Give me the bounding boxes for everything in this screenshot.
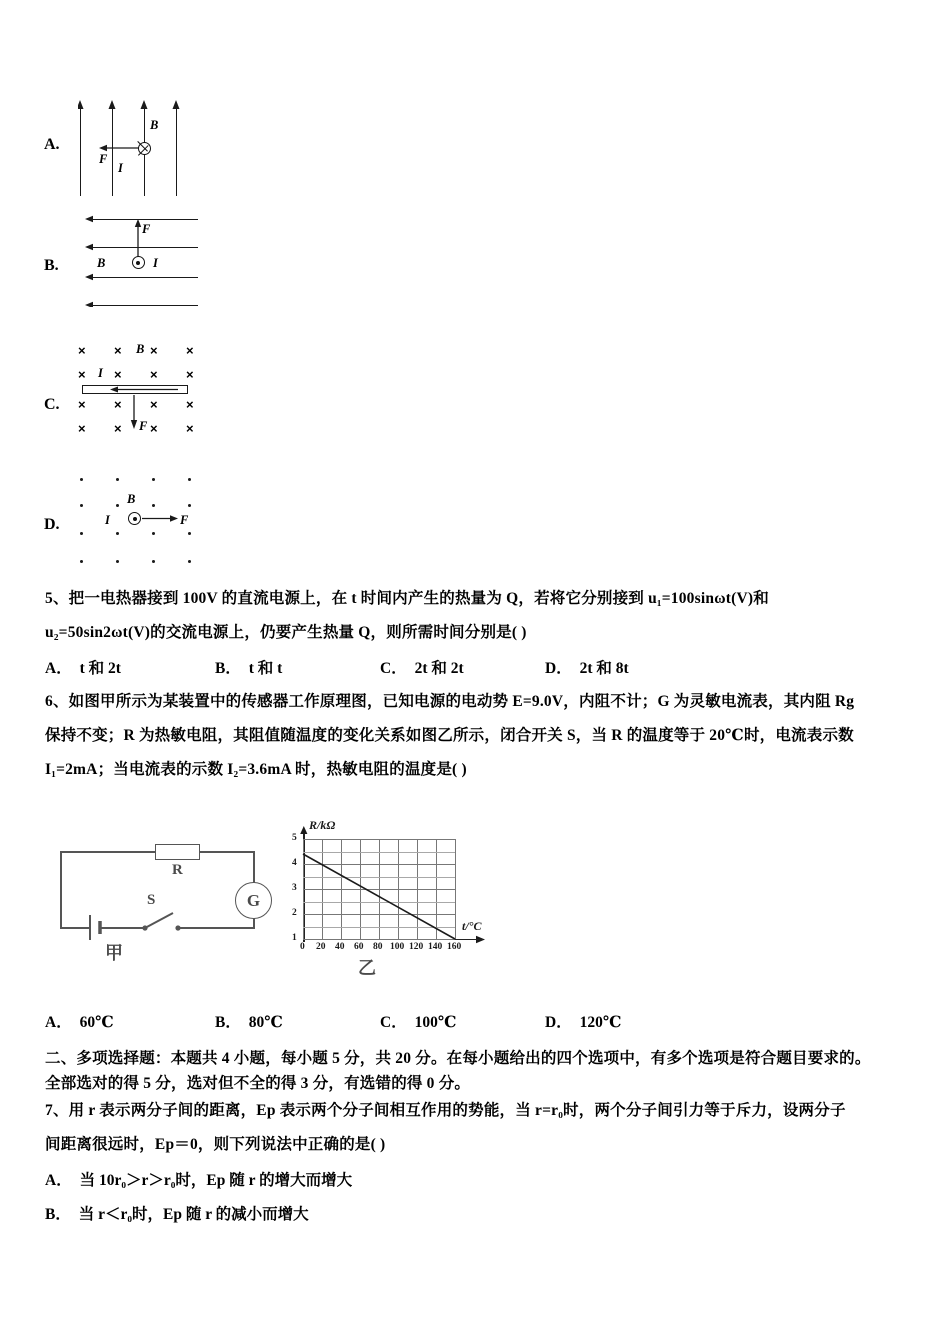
chart-yi	[285, 820, 535, 980]
q5-line2: u₂=50sin2ωt(V)的交流电源上，仍要产生热量 Q，则所需时间分别是( )	[45, 624, 527, 641]
q7-option-b-text: 当 r＜r₀时，Ep 随 r 的减小而增大	[78, 1206, 309, 1223]
field-cross: ×	[114, 343, 122, 358]
q6-option-d-key: D．	[545, 1014, 572, 1031]
q7-option-a-text: 当 10r₀＞r＞r₀时，Ep 随 r 的增大而增大	[79, 1172, 353, 1189]
field-cross: ×	[186, 367, 194, 382]
q6-option-c[interactable]	[380, 1010, 456, 1032]
q5-option-d[interactable]	[545, 656, 629, 678]
galvanometer-label: G	[246, 890, 261, 910]
field-cross: ×	[186, 343, 194, 358]
y-tick-1: 1	[292, 933, 297, 943]
label-I: I	[98, 366, 103, 380]
q6-option-a[interactable]	[45, 1010, 114, 1032]
q6-line3: I₁=2mA；当电流表的示数 I₂=3.6mA 时，热敏电阻的温度是( )	[45, 761, 467, 778]
q5-option-a-text: t 和 2t	[79, 660, 121, 677]
q6-option-b-text: 80℃	[248, 1014, 283, 1031]
field-cross: ×	[150, 367, 158, 382]
label-B: B	[97, 256, 106, 270]
label-F: F	[139, 419, 148, 433]
field-cross: ×	[150, 421, 158, 436]
choice-letter-d: D.	[44, 516, 60, 533]
q6-option-c-key: C．	[380, 1014, 407, 1031]
q5-option-d-key: D．	[545, 660, 572, 677]
q6-option-b[interactable]	[215, 1010, 283, 1032]
current-into-page-icon	[138, 142, 151, 155]
q6-line1: 6、如图甲所示为某装置中的传感器工作原理图，已知电源的电动势 E=9.0V，内阻不计；G 为灵敏电流表，其内阻 Rg	[45, 693, 855, 710]
q5-option-a[interactable]	[45, 656, 121, 678]
q7-option-b-key: B．	[45, 1206, 71, 1223]
q6-option-d[interactable]	[545, 1010, 621, 1032]
resistor-label: R	[172, 862, 183, 878]
q7-option-a[interactable]	[45, 1168, 352, 1190]
q5-option-b-key: B．	[215, 660, 241, 677]
x-tick-120: 120	[409, 942, 424, 952]
choice-letter-a: A.	[44, 136, 60, 153]
q5-option-c[interactable]	[380, 656, 464, 678]
label-B: B	[127, 492, 136, 506]
circuit-diagram-jia	[60, 835, 275, 970]
figure-option-a	[78, 98, 188, 198]
q6-option-a-key: A．	[45, 1014, 72, 1031]
label-I: I	[153, 256, 158, 270]
circuit-caption-jia: 甲	[105, 943, 123, 963]
chart-caption-yi: 乙	[358, 958, 376, 978]
field-cross: ×	[150, 343, 158, 358]
label-I: I	[118, 161, 123, 175]
y-tick-3: 3	[292, 883, 297, 893]
field-cross: ×	[78, 397, 86, 412]
q5-option-b[interactable]	[215, 656, 282, 678]
x-tick-100: 100	[390, 942, 405, 952]
figure-option-d	[78, 472, 198, 572]
label-F: F	[99, 152, 108, 166]
field-cross: ×	[78, 343, 86, 358]
figure-option-c	[78, 340, 198, 440]
q5-option-a-key: A．	[45, 660, 72, 677]
q5-line1: 5、把一电热器接到 100V 的直流电源上，在 t 时间内产生的热量为 Q，若将它分别接到 u₁=100sinωt(V)和	[45, 590, 769, 607]
q7-line2: 间距离很远时，Ep＝0，则下列说法中正确的是( )	[45, 1136, 386, 1153]
field-cross: ×	[78, 367, 86, 382]
label-B: B	[136, 342, 145, 356]
choice-letter-b: B.	[44, 257, 59, 274]
field-cross: ×	[78, 421, 86, 436]
label-F: F	[180, 513, 189, 527]
x-tick-60: 60	[354, 942, 364, 952]
field-cross: ×	[114, 397, 122, 412]
x-axis-label: t/°C	[462, 919, 482, 933]
q5-option-b-text: t 和 t	[248, 660, 283, 677]
label-B: B	[150, 118, 159, 132]
y-tick-2: 2	[292, 908, 297, 918]
x-tick-40: 40	[335, 942, 345, 952]
q6-option-a-text: 60℃	[79, 1014, 114, 1031]
switch-S[interactable]	[60, 835, 275, 970]
field-cross: ×	[114, 367, 122, 382]
y-tick-4: 4	[292, 858, 297, 868]
field-cross: ×	[114, 421, 122, 436]
q5-option-c-key: C．	[380, 660, 407, 677]
q6-option-d-text: 120℃	[579, 1014, 622, 1031]
q7-option-b[interactable]	[45, 1202, 309, 1224]
y-axis-label: R/kΩ	[309, 818, 336, 832]
q7-line1: 7、用 r 表示两分子间的距离，Ep 表示两个分子间相互作用的势能，当 r=r₀时，两个分子间引力等于斥力，设两分子	[45, 1102, 846, 1119]
current-out-of-page-icon	[132, 256, 145, 269]
q5-option-c-text: 2t 和 2t	[414, 660, 464, 677]
section2-line1: 二、多项选择题：本题共 4 小题，每小题 5 分，共 20 分。在每小题给出的四个选项中，有多个选项是符合题目要求的。	[45, 1050, 871, 1067]
y-tick-5: 5	[292, 833, 297, 843]
force-arrow-left	[78, 98, 188, 198]
x-tick-140: 140	[428, 942, 443, 952]
x-tick-80: 80	[373, 942, 383, 952]
field-cross: ×	[186, 397, 194, 412]
data-series-line	[285, 820, 535, 980]
x-tick-160: 160	[447, 942, 462, 952]
q6-option-b-key: B．	[215, 1014, 241, 1031]
x-tick-0: 0	[300, 942, 305, 952]
field-cross: ×	[150, 397, 158, 412]
q6-line2: 保持不变；R 为热敏电阻，其阻值随温度的变化关系如图乙所示，闭合开关 S，当 R 的温度等于 20℃时，电流表示数	[45, 727, 854, 744]
figure-option-b	[78, 215, 198, 307]
q6-option-c-text: 100℃	[414, 1014, 457, 1031]
section2-line2: 全部选对的得 5 分，选对但不全的得 3 分，有选错的得 0 分。	[45, 1075, 471, 1092]
switch-label: S	[147, 892, 156, 908]
label-I: I	[105, 513, 110, 527]
label-F: F	[142, 222, 151, 236]
q5-option-d-text: 2t 和 8t	[579, 660, 629, 677]
q7-option-a-key: A．	[45, 1172, 72, 1189]
field-cross: ×	[186, 421, 194, 436]
x-tick-20: 20	[316, 942, 326, 952]
choice-letter-c: C.	[44, 396, 60, 413]
